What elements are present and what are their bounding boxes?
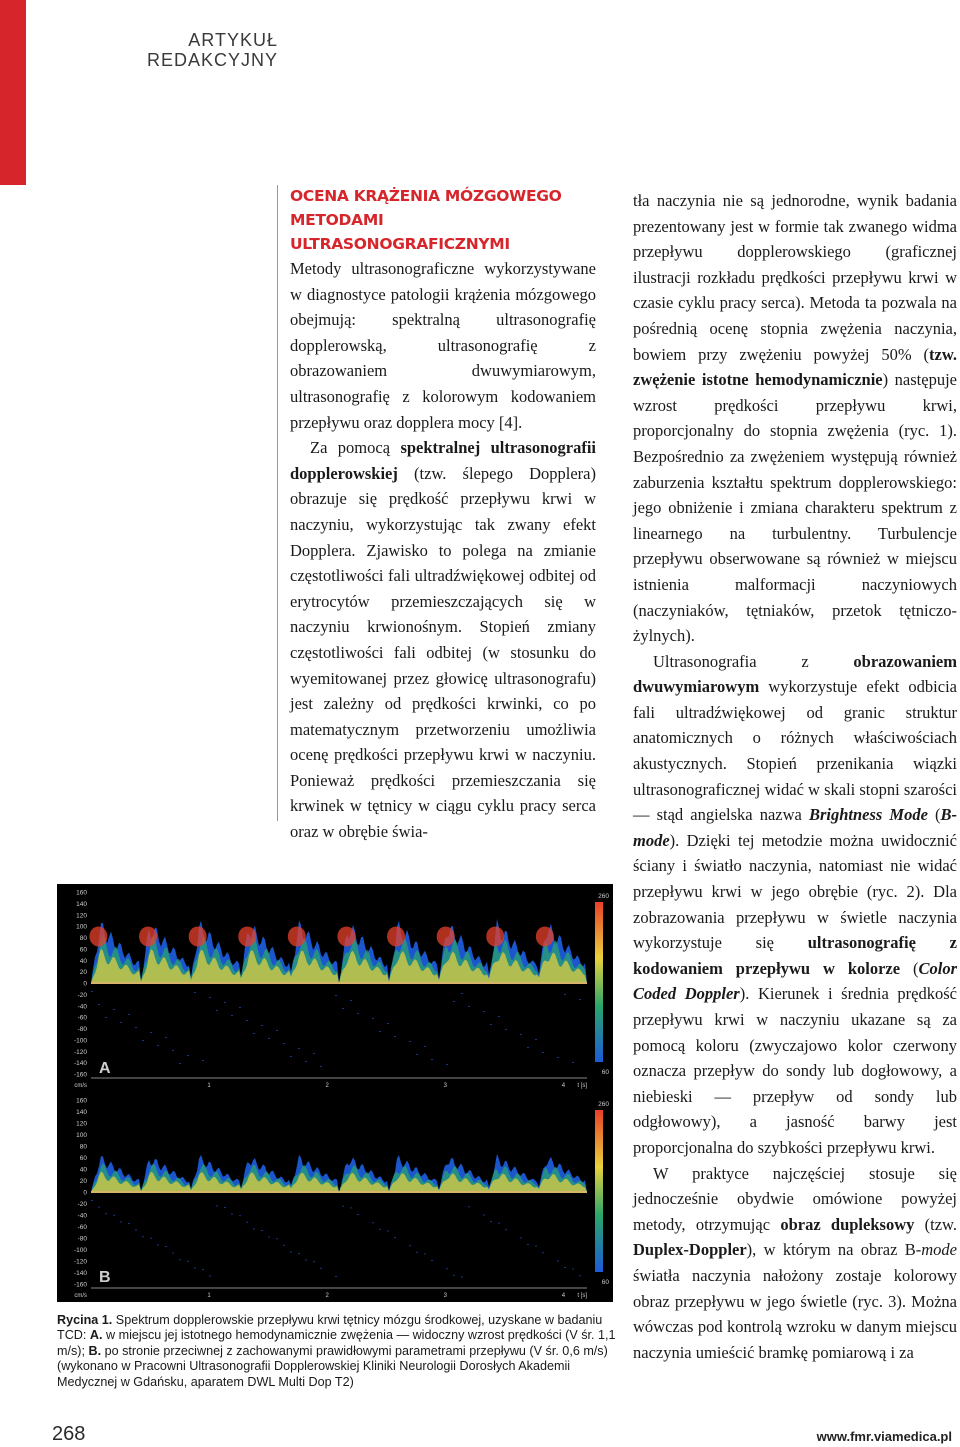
noise-dot — [557, 1057, 559, 1058]
noise-dot — [357, 1214, 359, 1215]
p5-bold-duplex-doppler: Duplex-Doppler — [633, 1240, 747, 1260]
caption-a: A. — [89, 1328, 103, 1343]
noise-dot — [542, 1252, 544, 1253]
noise-dot — [98, 1207, 100, 1208]
y-tick-label: -100 — [73, 1247, 87, 1254]
caption-text-2: w miejscu jej istotnego hemodynamicznie zwężenia — widoczny wzrost prędkości (V śr. 1,1 m/s); — [57, 1328, 616, 1358]
y-unit-label: cm/s — [74, 1293, 87, 1299]
section-label-line2: REDAKCYJNY — [146, 50, 278, 70]
p3-text-c: ) następuje wzrost prędkości przepływu krwi, proporcjonalny do stopnia zwężenia (ryc. 1). Bezpośrednio za zwężeniem występują również zaburzenia kształtu spektrum dopplerowskiego: jego obniżenie i zmiana charakteru spektrum z linearnego na turbulentny. Turbulencje przepływu obserwowane są również w miejscu istnienia malformacji naczyniowych (naczyniaków, tętniaków, przetok tętniczo-żylnych). — [633, 370, 957, 646]
peak-high-velocity — [139, 926, 157, 946]
doppler-spectrum-figure — [57, 884, 613, 1302]
color-scale-top-label: 260 — [598, 1101, 609, 1108]
y-tick-label: 40 — [79, 957, 87, 965]
noise-dot — [564, 994, 566, 995]
p4-text-a: Ultrasonografia z — [653, 651, 854, 671]
y-unit-label: cm/s — [74, 1083, 87, 1089]
noise-dot — [468, 1206, 470, 1207]
noise-dot — [387, 1023, 389, 1024]
p4-text-c: wykorzystuje efekt odbicia fali ultradźwiękowej od granic struktur anatomicznych o różnych właściwościach akustycznych. Stopień przenikania wiązki ultrasonograficznej widać w skali stopni szarości — stąd angielska nazwa — [633, 677, 957, 825]
noise-dot — [409, 1041, 411, 1042]
noise-dot — [490, 1024, 492, 1025]
noise-dot — [283, 1245, 285, 1246]
noise-dot — [202, 1060, 204, 1061]
noise-dot — [298, 1048, 300, 1049]
noise-dot — [135, 1027, 137, 1028]
noise-dot — [150, 1238, 152, 1239]
noise-dot — [305, 1061, 307, 1062]
noise-dot — [105, 1213, 107, 1214]
peak-high-velocity — [437, 926, 455, 946]
noise-dot — [379, 1031, 381, 1032]
noise-dot — [98, 1004, 100, 1005]
y-tick-label: -140 — [73, 1060, 87, 1068]
noise-dot — [128, 1014, 130, 1015]
color-scale-bar — [595, 902, 603, 1062]
heading-line-2: METODAMI ULTRASONOGRAFICZNYMI — [290, 211, 510, 253]
p5-mode-italic: mode — [921, 1240, 957, 1260]
noise-dot — [313, 1261, 315, 1262]
noise-dot — [579, 1275, 581, 1276]
noise-dot — [527, 1244, 529, 1245]
noise-dot — [379, 1229, 381, 1230]
y-tick-label: 40 — [79, 1166, 87, 1174]
peak-high-velocity — [89, 926, 107, 946]
p4-b-mode: B-mode — [633, 805, 958, 850]
noise-dot — [535, 1039, 537, 1040]
paragraph-2 — [290, 435, 596, 845]
p5-text-c: (tzw. — [914, 1214, 958, 1234]
noise-dot — [350, 1207, 352, 1208]
noise-dot — [372, 1018, 374, 1019]
noise-dot — [268, 1237, 270, 1238]
y-tick-label: 80 — [79, 1143, 87, 1151]
section-color-bar — [0, 0, 26, 185]
noise-dot — [431, 1260, 433, 1261]
panel-label: B — [99, 1269, 111, 1286]
noise-dot — [313, 1053, 315, 1054]
noise-dot — [505, 1229, 507, 1230]
section-label — [130, 30, 278, 70]
y-tick-label: -40 — [77, 1212, 87, 1220]
noise-dot — [253, 1228, 255, 1229]
noise-dot — [520, 1034, 522, 1035]
noise-dot — [557, 1260, 559, 1261]
y-tick-label: 120 — [76, 912, 87, 920]
noise-dot — [490, 1221, 492, 1222]
noise-dot — [320, 1066, 322, 1067]
y-tick-label: 20 — [79, 969, 87, 977]
y-tick-label: 100 — [76, 1132, 87, 1139]
y-tick-label: -160 — [73, 1281, 87, 1289]
color-scale-bottom-label: 60 — [601, 1069, 609, 1076]
noise-dot — [409, 1245, 411, 1246]
noise-dot — [209, 997, 211, 998]
peak-high-velocity — [238, 926, 256, 946]
color-scale-bar — [595, 1110, 603, 1272]
noise-dot — [91, 991, 93, 992]
x-tick-label: 2 — [325, 1293, 329, 1299]
x-tick-label: 4 — [561, 1293, 566, 1299]
noise-dot — [342, 1206, 344, 1207]
noise-dot — [157, 1244, 159, 1245]
y-tick-label: -160 — [73, 1071, 87, 1079]
noise-dot — [120, 1221, 122, 1222]
x-unit-label: t [s] — [577, 1083, 587, 1089]
figure-caption — [57, 1313, 617, 1390]
y-tick-label: -20 — [77, 1201, 87, 1208]
noise-dot — [416, 1054, 418, 1055]
y-tick-label: -100 — [73, 1037, 87, 1045]
noise-dot — [105, 1017, 107, 1018]
noise-dot — [357, 1013, 359, 1014]
y-tick-label: 120 — [76, 1120, 87, 1128]
p2-text-a: Za pomocą — [310, 438, 401, 458]
noise-dot — [372, 1222, 374, 1223]
noise-dot — [283, 1043, 285, 1044]
y-tick-label: -40 — [77, 1003, 87, 1011]
p4-color-coded-doppler: Color Coded Doppler — [633, 958, 957, 1004]
noise-dot — [239, 1215, 241, 1216]
noise-dot — [498, 1223, 500, 1224]
noise-dot — [290, 1251, 292, 1252]
noise-dot — [335, 995, 337, 996]
noise-dot — [498, 1016, 500, 1017]
noise-dot — [194, 992, 196, 993]
p5-text-g: światła naczynia nałożony zostaje kolorowy obraz przepływu w jego świetle (ryc. 3). Można wówczas pod kontrolą wzroku w danym miejscu naczynia umieścić bramkę pomiarową i za — [633, 1265, 957, 1362]
x-unit-label: t [s] — [577, 1293, 587, 1299]
noise-dot — [453, 1001, 455, 1002]
noise-dot — [335, 1276, 337, 1277]
paragraph-4 — [633, 649, 957, 1161]
noise-dot — [542, 1052, 544, 1053]
noise-dot — [572, 1269, 574, 1270]
peak-high-velocity — [387, 926, 405, 946]
noise-dot — [520, 1237, 522, 1238]
p4-text-g: ). Dzięki tej metodzie można uwidocznić ściany i światło naczynia, natomiast nie widać przepływu krwi w jego obrębie (ryc. 2). Dla zobrazowania przepływu w świetle naczynia wykorzystuje się — [633, 830, 957, 953]
noise-dot — [157, 1045, 159, 1046]
p2-bold-term: spektralnej ultrasonografii dopplerowskiej — [290, 438, 596, 483]
noise-dot — [446, 1064, 448, 1065]
color-scale-bottom-label: 60 — [601, 1279, 609, 1286]
noise-dot — [253, 1033, 255, 1034]
y-tick-label: 160 — [76, 1097, 87, 1105]
p5-bold-duplex: obraz dupleksowy — [780, 1214, 915, 1234]
caption-b: B. — [88, 1343, 102, 1358]
heading-line-1: OCENA KRĄŻENIA MÓZGOWEGO — [290, 187, 562, 205]
y-tick-label: -80 — [77, 1235, 87, 1243]
peak-high-velocity — [337, 926, 355, 946]
noise-dot — [276, 1238, 278, 1239]
noise-dot — [142, 1040, 144, 1041]
panel-label: A — [99, 1060, 111, 1077]
color-scale-top-label: 260 — [598, 893, 609, 900]
noise-dot — [416, 1252, 418, 1253]
paragraph-5 — [633, 1161, 957, 1366]
noise-dot — [246, 1222, 248, 1223]
noise-dot — [165, 1246, 167, 1247]
x-tick-label: 1 — [207, 1083, 211, 1089]
p4-brightness-mode: Brightness Mode — [808, 805, 928, 825]
p4-bold-color-doppler: ultrasonografię z kodowaniem przepływu w kolorze — [633, 933, 957, 978]
noise-dot — [535, 1246, 537, 1247]
x-tick-label: 2 — [325, 1083, 329, 1089]
y-tick-label: -60 — [77, 1014, 87, 1022]
noise-dot — [342, 1008, 344, 1009]
noise-dot — [202, 1269, 204, 1270]
noise-dot — [113, 1009, 115, 1010]
x-tick-label: 1 — [207, 1293, 211, 1299]
noise-dot — [91, 1200, 93, 1201]
noise-dot — [187, 1261, 189, 1262]
y-tick-label: 140 — [76, 900, 87, 908]
noise-dot — [216, 1205, 218, 1206]
noise-dot — [135, 1230, 137, 1231]
noise-dot — [387, 1230, 389, 1231]
text-column-2 — [633, 188, 957, 1365]
y-tick-label: -60 — [77, 1224, 87, 1231]
noise-dot — [298, 1253, 300, 1254]
noise-dot — [446, 1268, 448, 1269]
noise-dot — [231, 1214, 233, 1215]
page-number: 268 — [52, 1423, 86, 1445]
doppler-spectrum-image — [57, 884, 613, 1302]
p3-bold-term: tzw. zwężenie istotne hemodynamicznie — [633, 344, 957, 390]
noise-dot — [505, 1029, 507, 1030]
caption-text-1: Spektrum dopplerowskie przepływu krwi tętnicy mózgu środkowej, uzyskane w badaniu TCD: — [57, 1313, 603, 1343]
noise-dot — [128, 1223, 130, 1224]
noise-dot — [431, 1059, 433, 1060]
y-tick-label: 100 — [76, 923, 87, 931]
article-heading — [290, 184, 596, 256]
noise-dot — [261, 1025, 263, 1026]
noise-dot — [305, 1260, 307, 1261]
y-tick-label: 60 — [79, 946, 87, 954]
noise-dot — [209, 1276, 211, 1277]
noise-dot — [224, 1207, 226, 1208]
x-tick-label: 3 — [443, 1083, 447, 1089]
noise-dot — [424, 1046, 426, 1047]
y-tick-label: 60 — [79, 1155, 87, 1162]
noise-dot — [142, 1236, 144, 1237]
peak-high-velocity — [536, 926, 554, 946]
noise-dot — [179, 1259, 181, 1260]
noise-dot — [246, 1020, 248, 1021]
paragraph-3 — [633, 188, 957, 649]
caption-label: Rycina 1. — [57, 1313, 113, 1327]
p4-bold-term: obrazowaniem dwuwymiarowym — [633, 651, 957, 697]
peak-high-velocity — [189, 926, 207, 946]
noise-dot — [120, 1022, 122, 1023]
noise-dot — [483, 1011, 485, 1012]
y-tick-label: 80 — [79, 935, 87, 942]
y-tick-label: -20 — [77, 991, 87, 999]
section-label-line1: ARTYKUŁ — [188, 30, 278, 50]
noise-dot — [394, 1237, 396, 1238]
y-tick-label: 0 — [83, 1189, 87, 1197]
noise-dot — [187, 1055, 189, 1056]
p4-text-k: ). Kierunek i średnia prędkość przepływu krwi w naczyniu ukazane są za pomocą koloru (zwyczajowo kolor czerwony oznacza przepływ do sondy lub dogłowowy, a niebieski — przepływ od sondy lub odgłowowy), a jasność barwy jest proporcjonalna do szybkości przepływu krwi. — [633, 984, 957, 1157]
caption-text-3: po stronie przeciwnej z zachowanymi prawidłowymi parametrami przepływu (V śr. 0,6 m/s) (wykonano w Pracowni Ultrasonografii Dopplerowskiej Kliniki Neurologii Dorosłych Akademii Medycznej w Gdańsku, aparatem DWL Multi Dop T2) — [57, 1343, 608, 1389]
text-column-1 — [290, 184, 596, 845]
noise-dot — [320, 1268, 322, 1269]
noise-dot — [461, 993, 463, 994]
peak-high-velocity — [288, 926, 306, 946]
noise-dot — [564, 1267, 566, 1268]
noise-dot — [290, 1056, 292, 1057]
p2-text-c: (tzw. ślepego Dopplera) obrazuje się prędkość przepływu krwi w naczyniu, wykorzystując tak zwany efekt Dopplera. Zjawisko to polega na zmianie częstotliwości fali ultradźwiękowej odbitej od erytrocytów przemieszczających się w naczyniu krwionośnym. Stopień zmiany częstotliwości fali odbitej (w stosunku do wyemitowanej przez głowicę ultrasonografu) jest zależny od prędkości krwinki, co po matematycznym przetworzeniu umożliwia ocenę prędkości przepływu krwi w naczyniu. Ponieważ prędkości przemieszczania się krwinek w tętnicy w ciągu cyklu pracy serca oraz w obrębie świa- — [290, 463, 596, 842]
column-rule — [277, 185, 278, 821]
p3-text-a: tła naczynia nie są jednorodne, wynik badania prezentowany jest w formie tak zwanego widma przepływu dopplerowskiego (graficznej ilustracji rozkładu prędkości przepływu krwi w czasie cyklu pracy serca). Metoda ta pozwala na pośrednią ocenę stopnia zwężenia naczynia, bowiem przy zwężeniu powyżej 50% ( — [633, 191, 957, 364]
p4-text-e: ( — [927, 805, 941, 825]
noise-dot — [239, 1007, 241, 1008]
noise-dot — [150, 1032, 152, 1033]
y-tick-label: -80 — [77, 1026, 87, 1033]
p5-text-a: W praktyce najczęściej stosuje się jednocześnie obydwie omówione powyżej metody, otrzymując — [633, 1163, 957, 1234]
noise-dot — [394, 1036, 396, 1037]
y-tick-label: -120 — [73, 1258, 87, 1266]
y-tick-label: 160 — [76, 889, 87, 897]
noise-dot — [276, 1030, 278, 1031]
noise-dot — [113, 1215, 115, 1216]
noise-dot — [461, 1276, 463, 1277]
noise-dot — [268, 1038, 270, 1039]
noise-dot — [216, 1010, 218, 1011]
noise-dot — [194, 1267, 196, 1268]
journal-url[interactable]: www.fmr.viamedica.pl — [816, 1429, 952, 1444]
noise-dot — [172, 1253, 174, 1254]
noise-dot — [468, 1006, 470, 1007]
y-tick-label: -140 — [73, 1270, 87, 1277]
noise-dot — [572, 1062, 574, 1063]
y-tick-label: 20 — [79, 1178, 87, 1185]
noise-dot — [165, 1037, 167, 1038]
paragraph-1: Metody ultrasonograficzne wykorzystywane w diagnostyce patologii krążenia mózgowego obejmują: spektralną ultrasonografię dopplerowską, ultrasonografię z obrazowaniem dwuwymiarowym, ultrasonografię z kolorowym kodowaniem przepływu oraz dopplera mocy [4]. — [290, 259, 596, 432]
noise-dot — [172, 1050, 174, 1051]
noise-dot — [424, 1253, 426, 1254]
noise-dot — [483, 1214, 485, 1215]
x-tick-label: 3 — [443, 1293, 447, 1299]
y-tick-label: -120 — [73, 1048, 87, 1056]
noise-dot — [527, 1047, 529, 1048]
p4-text-i: ( — [900, 958, 919, 978]
x-tick-label: 4 — [561, 1083, 566, 1089]
y-tick-label: 140 — [76, 1109, 87, 1116]
noise-dot — [453, 1275, 455, 1276]
noise-dot — [179, 1063, 181, 1064]
noise-dot — [261, 1230, 263, 1231]
noise-dot — [579, 999, 581, 1000]
noise-dot — [231, 1015, 233, 1016]
peak-high-velocity — [486, 926, 504, 946]
noise-dot — [224, 1002, 226, 1003]
y-tick-label: 0 — [83, 980, 87, 988]
noise-dot — [350, 1000, 352, 1001]
p5-text-e: ), w którym na obraz B- — [746, 1240, 922, 1260]
